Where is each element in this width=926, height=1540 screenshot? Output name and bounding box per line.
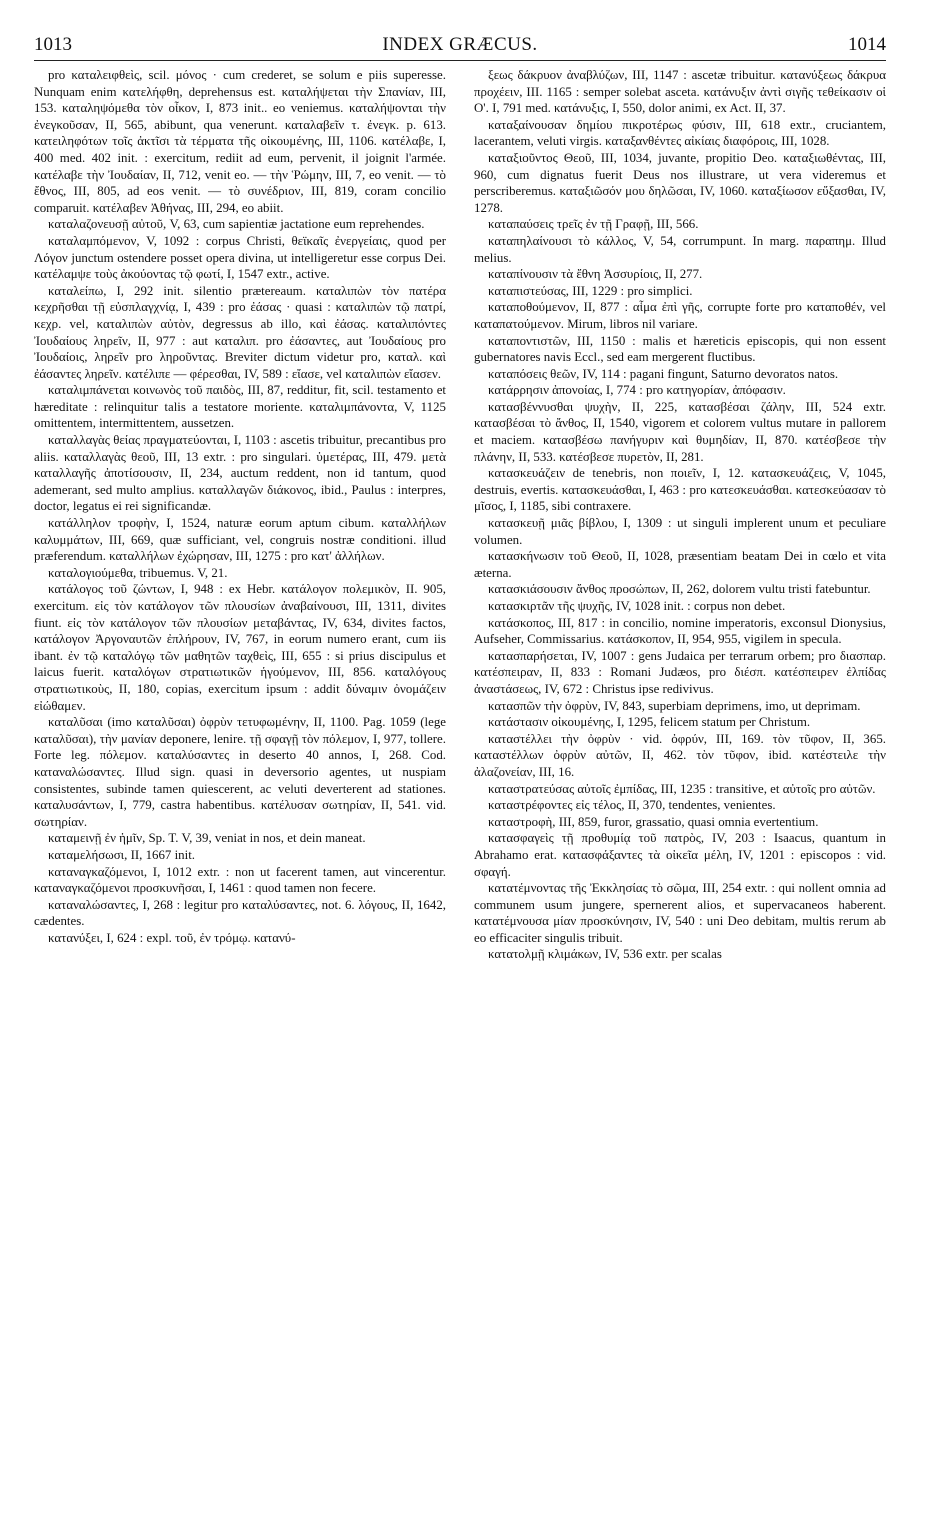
running-header (34, 34, 886, 56)
index-entry: καταστρατεύσας αὐτοῖς ἐμπίδας, III, 1235 : transitive, et αὐτοῖς pro αὐτῶν. (488, 781, 876, 796)
right-page-number: 1014 (848, 34, 886, 55)
index-entry: ξεως δάκρυον ἀναβλύζων, III, 1147 : ascetæ tribuitur. κατανύξεως δάκρυα προχέειν, III. 1165 : semper solebat asceta. κατάνυξιν ἀντὶ σιγῆς τεθείκασιν οἱ Ο'. I, 791 med. κατάνυξις, I, 550, dolor animi, ex Act. II, 37. (474, 68, 886, 116)
index-entry: καταλαζονευσῇ αὐτοῦ, V, 63, cum sapientiæ jactatione eum reprehendes. (48, 217, 425, 232)
left-page-number: 1013 (34, 34, 72, 55)
index-entry: κατασφαγεὶς τῇ προθυμίᾳ τοῦ πατρὸς, IV, 203 : Isaacus, quantum in Abrahamo erat. κατασφάξαντες τὰ οἰκεῖα μέλη, IV, 1201 : episcopos : vid. σφαγή. (474, 831, 886, 879)
header-rule (34, 60, 886, 61)
index-entry: κατασπαρήσεται, IV, 1007 : gens Judaica per terrarum orbem; pro διασπαρ. κατέσπειραν, II, 833 : Romani Judæos, pro διέσπ. κατέσπειρεν ἐλπίδας ἀναστάσεως, IV, 672 : Christus ipse redivivus. (474, 648, 886, 696)
index-entry: κατατολμῇ κλιμάκων, IV, 536 extr. per scalas (488, 947, 722, 962)
index-entry: κατασκιρτᾶν τῆς ψυχῆς, IV, 1028 init. : corpus non debet. (488, 599, 786, 613)
index-entry: καταλῦσαι (imo καταλῦσαι) ὀφρὺν τετυφωμένην, II, 1100. Pag. 1059 (lege καταλῦσαι), τὴν μανίαν deponere, lenire. τῇ σφαγῇ τὸν πόλεμον, I, 977, tollere. Forte leg. πόλεμον. καταλύσαντες in deserto 40 annos, I, 268. Cod. καταναλώσαντες. Illud sign. quasi in deversorio agentes, ut nuspiam consistentes, subinde tamen quiescerent, ac veluti deverterent ad stationes. καταλυσάντων, I, 779, castra habentibus. κατέλυσαν σωτηρίαν, II, 541. vid. σωτηρίαν. (34, 715, 446, 829)
index-entry: κατασπῶν τὴν ὀφρὺν, IV, 843, superbiam deprimens, imo, ut deprimam. (488, 698, 861, 713)
index-entry: κατάλληλον τροφὴν, I, 1524, naturæ eorum aptum cibum. καταλλήλων καλυμμάτων, III, 669, quæ sufficiant, vel, congruis nostræ conditioni. illud præferendum. καταλλήλων ἐχώρησαν, III, 1275 : pro κατ' ἀλλήλων. (34, 516, 446, 564)
index-entry: καταναγκαζόμενοι, I, 1012 extr. : non ut facerent tamen, aut vincerentur. καταναγκαζόμενοι προσκυνῆσαι, I, 1461 : quod tamen non fecere. (34, 864, 446, 896)
index-entry: κατασκιάσουσιν ἄνθος προσώπων, II, 262, dolorem vultu tristi fatebuntur. (488, 582, 871, 597)
index-entry: κατάστασιν οἰκουμένης, I, 1295, felicem statum per Christum. (488, 715, 811, 730)
index-entry: καταλιμπάνεται κοινωνὸς τοῦ παιδὸς, III, 87, redditur, fit, scil. testamento et hæreditate : relinquitur talis a testatore moriente. καταλιμπάνοντα, V, 1125 omittentem, intermittentem, aussetzen. (34, 383, 446, 431)
index-entry: καταξαίνουσαν δημίου πικροτέρως φύσιν, III, 618 extr., cruciantem, lacerantem, veluti virgis. καταξανθέντες αἰκίαις διαφόροις, III, 1028. (474, 117, 886, 149)
index-entry: κατάλογος τοῦ ζώντων, I, 948 : ex Hebr. κατάλογον πολεμικὸν, II. 905, exercitum. εἰς τὸν κατάλογον τῶν πλουσίων ἀναβαίνουσι, III, 1311, divites fiunt. εἰς τὸν κατάλογον τῶν πλουσίων μεταβάντας, IV, 634, divites factos, κατάλογον Ἀργοναυτῶν ἐπλήρουν, IV, 767, in eorum numero erant, cum iis ibant. ἐν τῷ καταλόγῳ τῶν μαθητῶν ταχθεὶς, III, 655 : si prius discipulus et laicus fuerit. καταλόγων στρατιωτικῶν ἡγούμενον, III, 856. καταλόγους στρατιωτικοὺς, II, 180, copias, exercitum ipsum : addit δύναμιν ὀνομάζειν εἰώθαμεν. (34, 582, 446, 713)
index-entry: κατάρρησιν ἀπονοίας, I, 774 : pro κατηγορίαν, ἀπόφασιν. (488, 383, 786, 398)
index-entry: καταξιοῦντος Θεοῦ, III, 1034, juvante, propitio Deo. καταξιωθέντας, III, 960, cum dignatus fuerit Deus nos illustrare, ut vera videremus et perscriberemus. καταξιῶσόν μου δηλῶσαι, IV, 1060. καταξίωσον εὔξασθαι, IV, 1278. (474, 150, 886, 215)
index-entry: καταπαύσεις τρεῖς ἐν τῇ Γραφῇ, III, 566. (488, 217, 699, 232)
index-entry: καταπίνουσιν τὰ ἔθνη Ἀσσυρίοις, II, 277. (488, 267, 703, 282)
index-entry: καταστρέφοντες εἰς τέλος, II, 370, tendentes, venientes. (488, 798, 776, 813)
index-entry: καταμελήσωσι, II, 1667 init. (48, 847, 196, 862)
index-entry: κατατέμνοντας τῆς Ἐκκλησίας τὸ σῶμα, III, 254 extr. : qui nollent omnia ad communem usum jungere, spernerent alios, et supervacaneos haberent. κατατέμνουσα μίαν προσκύνησιν, IV, 540 : uni Deo debitam, multis rerum ab eo efficaciter singulis tribuit. (474, 881, 886, 945)
index-entry: κατασκήνωσιν τοῦ Θεοῦ, II, 1028, præsentiam beatam Dei in cœlo et vita æterna. (474, 549, 886, 580)
index-entry: καταποντιστῶν, III, 1150 : malis et hæreticis episcopis, qui non essent gubernatores navis Eccl., sed eam mergerent fluctibus. (474, 333, 886, 365)
index-entry: καταπιστεύσας, III, 1229 : pro simplici. (488, 283, 693, 298)
right-column (474, 67, 886, 963)
index-entry: καταμεινῇ ἐν ἡμῖν, Sp. T. V, 39, veniat in nos, et dein maneat. (48, 831, 366, 846)
index-entry: καταπηλαίνουσι τὸ κάλλος, V, 54, corrumpunt. In marg. παραπημ. Illud melius. (474, 233, 886, 265)
index-entry: pro καταλειφθεὶς, scil. μόνος · cum crederet, se solum e piis superesse. Nunquam enim κατελήφθη, deprehensus est. καταλήψεται τὴν Σπανίαν, III, 153. καταληψόμεθα τὸν οἶκον, I, 873 init.. eo veniemus. καταλήψονται τὴν ἐνεγκοῦσαν, II, 565, abibunt, qua venerunt. καταλαβεῖν τ. ἐνεγκ. p. 613. κατειληφότων τοῖς ἀκτῖσι τὰ τέρματα τῆς οἰκουμένης, III, 1106. κατέλαβε, I, 400 med. 402 init. : exercitum, rediit ad eum, pervenit, il joignit l'armée. κατέλαβε τὴν Ἰουδαίαν, II, 712, venit eo. — τὴν Ῥώμην, III, 7, eo venit. — τὸ ἔθνος, III, 805, ad eos venit. — τὸ συνέδριον, III, 819, coram concilio comparuit. κατέλαβεν Ἀθήνας, III, 294, eo abiit. (34, 68, 446, 215)
running-title: INDEX GRÆCUS. (382, 34, 538, 55)
index-entry: κατάσκοπος, III, 817 : in concilio, nomine imperatoris, exconsul Dionysius, Aufseher, Commissarius. κατάσκοπον, II, 954, 955, vigilem in specula. (474, 615, 886, 647)
index-entry: καταναλώσαντες, I, 268 : legitur pro καταλύσαντες, not. 6. λόγους, II, 1642, cædentes. (34, 897, 446, 929)
index-entry: καταλείπω, I, 292 init. silentio prætereaum. καταλιπὼν τὸν πατέρα κεχρῆσθαι τῇ εὐσπλαγχνίᾳ, I, 439 : pro ἐάσας · quasi : καταλιπὼν τῷ πατρί, κεχρ. vel, καταλιπὼν αὐτὸν, degressus ab illo, καὶ ἐάσας. καταλιπόντες Ἰουδαίους ληρεῖν, II, 977 : aut καταλιπ. pro ἐάσαντες, aut Ἰουδαίους pro Ἰουδαίοις, ληρεῖν pro ληροῦντας. Breviter dictum videtur pro, καταλ. καὶ ἐάσαντες ληρεῖν. κατέλιπε — φέρεσθαι, IV, 589 : εἴασε, vel καταλιπὼν εἴασεν. (34, 283, 446, 381)
index-entry: κατασβέννυσθαι ψυχὴν, II, 225, κατασβέσαι ζάλην, III, 524 extr. κατασβέσαι τὸ ἄνθος, II, 1540, vigorem et colorem vultus mutare in pallorem et maciem. κατασβέσω πανήγυριν καὶ θυμηδίαν, II, 870. κατέσβεσε τὴν πλάνην, II, 533. κατέσβεσε πυρετὸν, II, 281. (474, 399, 886, 464)
two-column-body (34, 67, 886, 963)
index-entry: καταλαμπόμενον, V, 1092 : corpus Christi, θεϊκαῖς ἐνεργείαις, quod per Λόγον junctum ostendere posset opera divina, ut intelligeretur esse corpus Dei. κατέλαμψε τοὺς ἀκούοντας τῷ φωτί, I, 1547 extr., active. (34, 233, 446, 282)
index-entry: καταστροφὴ, III, 859, furor, grassatio, quasi omnia evertentium. (488, 814, 819, 829)
index-entry: κατασκευῇ μιᾶς βίβλου, I, 1309 : ut singuli implerent unum et peculiare volumen. (474, 516, 886, 547)
index-entry: κατασκευάζειν de tenebris, non ποιεῖν, I, 12. κατασκευάζεις, V, 1045, destruis, evertis. κατασκευάσθαι, I, 463 : pro κατεσκευάσθαι. κατεσκεύασαν τὸ μῖσος, I, 1185, sibi contraxere. (474, 466, 886, 514)
index-entry: καταλλαγὰς θείας πραγματεύονται, I, 1103 : ascetis tribuitur, precantibus pro aliis. καταλλαγὰς θεοῦ, III, 13 extr. : pro singulari. ὑμετέρας, III, 479. μετὰ καταλλαγῆς ἀποτίσουσιν, II, 234, auctum reddent, non id tantum, quod ademerant, sed multo amplius. καταλλαγῶν διάκονος, ibid., Paulus : interpres, doctor, legatus ei rei significandæ. (34, 433, 446, 514)
index-entry: καταλογιούμεθα, tribuemus. V, 21. (48, 565, 228, 580)
index-entry: καταποθούμενον, II, 877 : αἷμα ἐπὶ γῆς, corrupte forte pro καταποθέν, vel καταπατούμενον. Mirum, libros nil variare. (474, 300, 886, 331)
index-entry: καταστέλλει τὴν ὀφρὺν · vid. ὀφρύν, III, 169. τὸν τῦφον, II, 365. καταστέλλων ὀφρὺν αὐτῶν, II, 462. τὸν τῦφον, ibid. κατέστειλε τὴν ἀλαζονείαν, III, 16. (474, 731, 886, 779)
index-entry: κατανύξει, I, 624 : expl. τοῦ, ἐν τρόμῳ. κατανύ- (48, 930, 296, 945)
left-column (34, 67, 446, 963)
index-entry: καταπόσεις θεῶν, IV, 114 : pagani fingunt, Saturno devoratos natos. (488, 366, 839, 381)
